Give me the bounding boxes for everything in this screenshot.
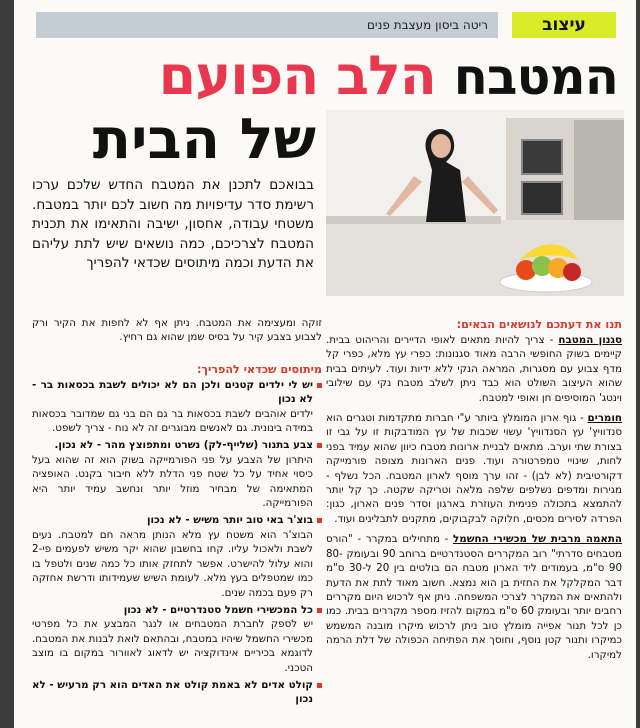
left-column bbox=[32, 316, 322, 710]
materials-term: חומרים bbox=[587, 412, 622, 425]
header-bar bbox=[36, 12, 616, 38]
myth-item bbox=[32, 378, 322, 436]
kitchen-style-paragraph bbox=[326, 333, 622, 405]
magazine-page bbox=[14, 0, 636, 728]
myth-text: ילדים אוהבים לשבת בכסאות בר גם הם בני גם שמדובר בכסאות במידה בינונית. גם לאנשים מבוגרים זה לא נוח - צריך לשפט. bbox=[32, 407, 313, 435]
appliances-text: - מתחילים במקרר - "הורס מטבחים סדרתי" רוב המקררים הסטנדרטיים ברוחב 90 ובעומק 80-90 ס"מ, בעמודים ליד הארון מטבח הם בולטים בין 20 ל-30 ס"מ דבר המקלקל את החזית בן הוא נמצא. חשוב מאוד לתת את הדעת ולהתאים את המקרר לצרכי המשפחה. ניתן אף לרכוש היום מקררים רחבים יותר ובעומק 60 ס"מ במקום להזיז מספר מקררים בבית. כמו כן לכל תנור אפייה מומלץ טוב ניתן לרכוש מיקרו מובנה המשמש כמיקרו ותנור קטן נוסף, וחוסך את הפתיחה הכפולה של דלת הרמה למיקרו. bbox=[326, 533, 623, 661]
myth-title: צבע בתנור (שלייף-לק) נשרט ומתפוצץ מהר - לא נכון. bbox=[54, 439, 313, 452]
myth-title: יש לי ילדים קטנים ולכן הם לא יכולים לשבת בכסאות בר - לא נכון bbox=[32, 378, 313, 406]
author-byline: ריטה ביסון מעצבת פנים bbox=[36, 12, 498, 38]
kitchen-photo bbox=[326, 110, 624, 296]
headline-line2: של הבית bbox=[92, 107, 316, 172]
myth-item bbox=[32, 603, 322, 675]
materials-text: - גוף ארון המומלץ ביותר ע"י חברות מתקדמות וטגרים הוא סנדוויץ' עץ הסנדוויץ' עשוי שכבות של עץ המודבקות זו על גבי זו בצורת שתי וערב. מתאים לבניית ארונות מטבח כיוון שהוא עמיד בפני לחות, שינויי טמפרטורה ועוד. פנים הארונות מצופה פורמייקה דקורטיבית (לא לבן) - זהו ערך מוסף לארון המטבח. הכל נשלף - מגירות ומדפים נשלפים שלפה מלאה וטריקה שקטה. כך קל יותר להתמצא בתכולה פנימית העוזרת בארגון וסדר פנים הארון, כגון: הפרדה לסירים מכסים, חלוקה לבקבוקים, מתקנים לתבלינים ועוד. bbox=[326, 412, 622, 525]
myth-item bbox=[32, 513, 322, 599]
opening-paragraph: זוקה ומעצימה את המטבח. ניתן אף לא לחפות את הקיר ורק לצבוע בצבע קיר על בסיס שמן שהוא גם רחיץ. bbox=[32, 317, 322, 344]
myth-title: בוצ'ר באי טוב יותר משיש - לא נכון bbox=[146, 514, 313, 527]
section-tag: עיצוב bbox=[512, 12, 616, 38]
headline-word-kitchen: המטבח bbox=[453, 48, 618, 106]
appliances-paragraph bbox=[326, 532, 622, 662]
myth-text: הבוצ'ר הוא משטח עץ מלא הנותן מראה חם למטבח. נעים לשבת ולאכול עליו. קחו בחשבון שהוא יקר משיש לפעמים פי-2 והוא עלול להישרט. אפשר לתחזק אותו כל כמה שנים ולטפל בו כמו שמטפלים בעץ מלא. לעומת השיש שעמידותו ודרשת אחזקה רק פעם בכמה שנים. bbox=[32, 528, 313, 599]
myth-title: קולט אדים לא באמת קולט את האדים הוא רק מרעיש - לא נכון bbox=[32, 678, 313, 706]
myth-title: כל המכשירי חשמל סטנדרטיים - לא נכון bbox=[123, 603, 313, 616]
kitchen-style-term: סגנון המטבח bbox=[558, 334, 622, 346]
myth-item bbox=[32, 438, 322, 510]
headline bbox=[159, 42, 618, 110]
appliances-term: התאמה מרבית של מכשירי החשמל bbox=[453, 533, 622, 546]
myths-list bbox=[32, 378, 322, 707]
headline-heart: הלב הפועם bbox=[158, 44, 436, 107]
kitchen-style-text: - צריך להיות מתאים לאופי הדיירים והריהוט בבית. קיימים בשוק החופשי הרבה מאוד סגנונות: כפרי עץ מלא, כפרי קל מדף צבוע עם מסגרות, המראה הנקי ללא ידיות ועוד. לעיתים בבית שהוא העיצוב השולט הוא כבד ניתן לשלב מטבח נקי עם שילובי וינטג' המוסיפים חן ואופי למטבח. bbox=[326, 334, 622, 404]
right-column-heading: תנו את דעתכם לנושאים הבאים: bbox=[456, 318, 622, 331]
intro-paragraph: בבואכם לתכנן את המטבח החדש שלכם ערכו רשימת סדר עדיפויות מה חשוב לכם יותר במטבח. משטחי עבודה, אחסון, ישיבה והתאימו את תכנית המטבח לצרכיכם, כמה נושאים שיש לתת עליהם את הדעת וכמה מיתוסים שכדאי להפריך bbox=[32, 177, 314, 271]
materials-paragraph bbox=[326, 411, 622, 526]
right-column bbox=[326, 318, 622, 662]
myth-item bbox=[32, 678, 322, 707]
myth-text: יש לספק לחברת המטבחים או לנגר המבצע את כל מפרטי מכשירי החשמל שיהיו במטבח, ובהתאם לואת לבנות את המטבח. לדוגמא בכיריים אינדוקציה יש לדאוג לאוורור במקום בו מוצב הטכני. bbox=[32, 618, 313, 674]
myths-heading: מיתוסים שכדאי להפריך: bbox=[197, 362, 322, 376]
myth-text: היתרון של הצבע על פני הפורמייקה בשוק הוא זה שהוא בעל כיסוי אחיד על כל שטח פני הדלת ללא חיבור בקנט. האופציה המתאימה של מבחיר מוזל יותר ונחשב עמיד יותר היא הפורמייקה. bbox=[32, 453, 313, 510]
